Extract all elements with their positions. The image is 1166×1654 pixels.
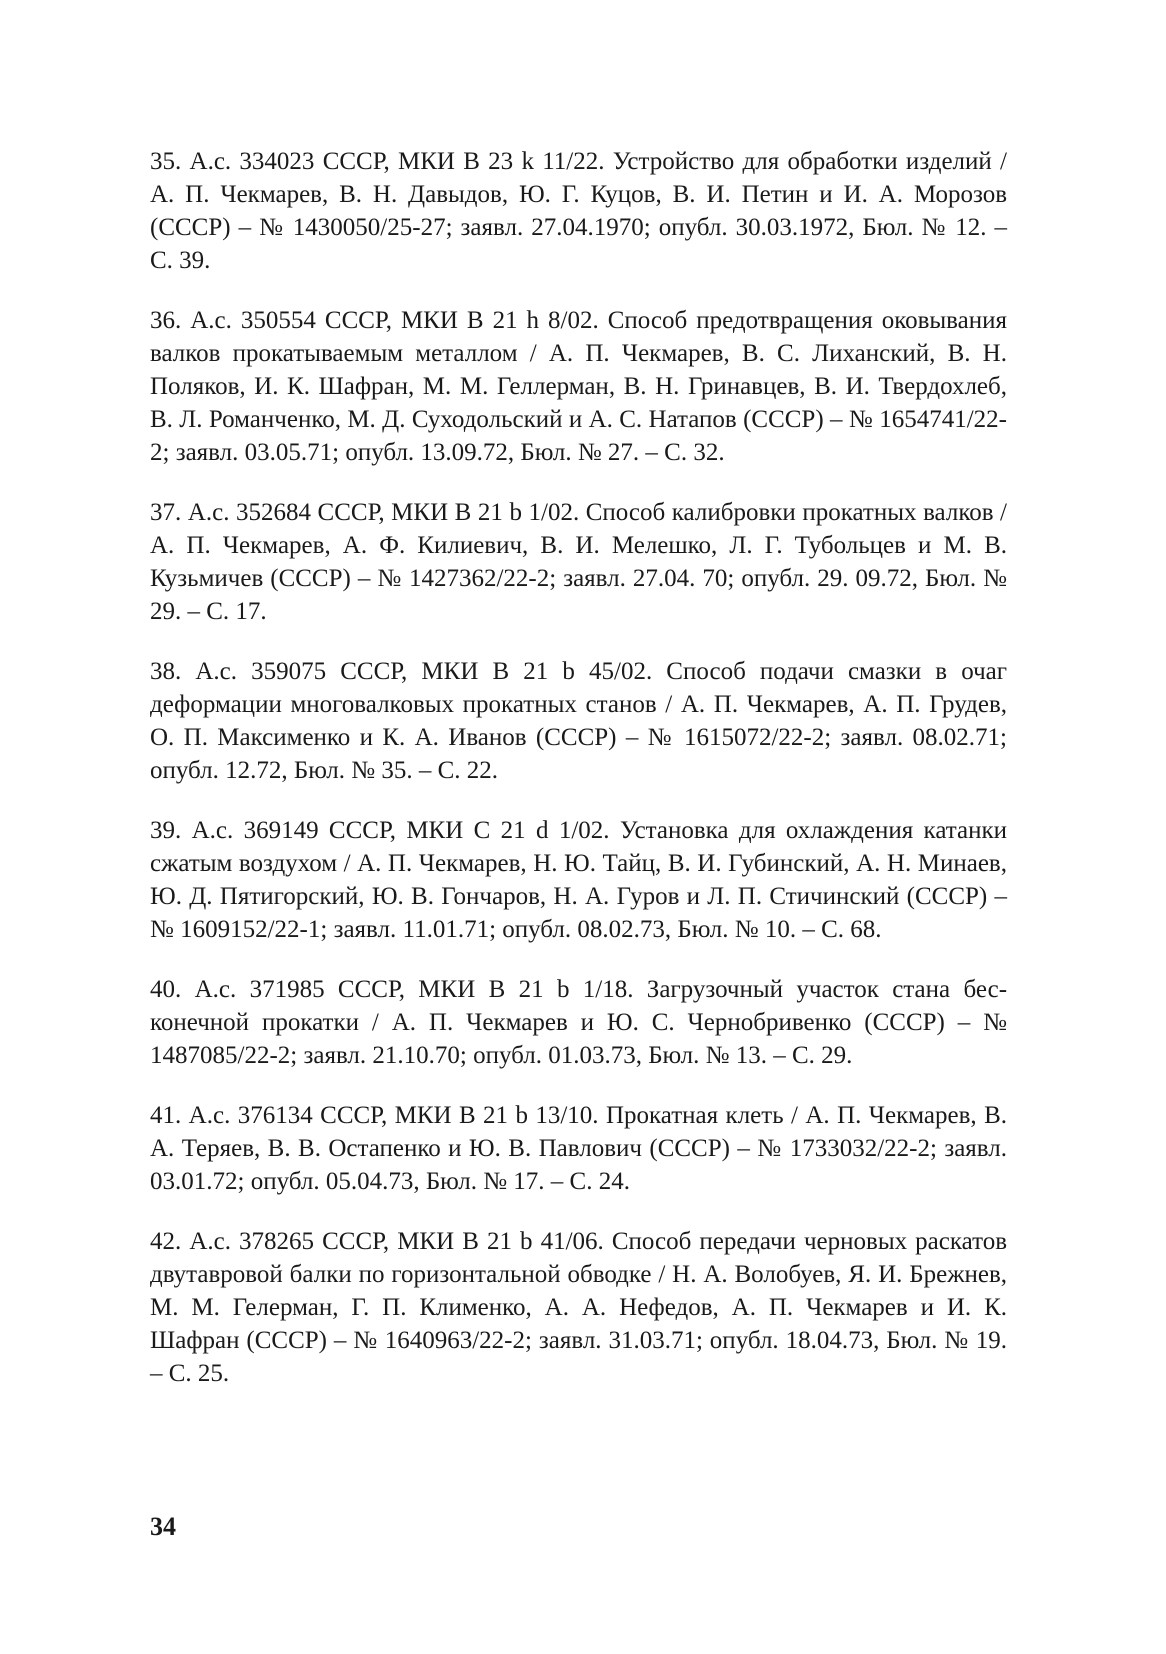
entry-number: 40.	[150, 976, 182, 1003]
entry-text: А.с. 350554 СССР, МКИ В 21 h 8/02. Способ предотвращения оковывания валков прокатываемым металлом / А. П. Чекмарев, В. С. Лиханский, В. Н. Поляков, И. К. Шафран, М. М. Геллерман, В. Н. Гринавцев, В. И. Твердохлеб, В. Л. Романченко, М. Д. Суходольский и А. С. Натапов (СССР) – № 1654741/22-2; заявл. 03.05.71; опубл. 13.09.72, Бюл. № 27. – С. 32.	[150, 307, 1008, 466]
entry-text: А.с. 378265 СССР, МКИ В 21 b 41/06. Способ передачи черновых раскатов двутавровой балки по горизонтальной обводке / Н. А. Волобуев, Я. И. Брежнев, М. М. Гелерман, Г. П. Клименко, А. А. Нефедов, А. П. Чекмарев и И. К. Шафран (СССР) – № 1640963/22-2; заявл. 31.03.71; опубл. 18.04.73, Бюл. № 19. – С. 25.	[150, 1228, 1007, 1387]
bibliography-entry-39	[150, 814, 1007, 946]
entry-number: 36.	[150, 307, 182, 334]
bibliography-entry-42	[150, 1225, 1007, 1390]
entry-text: А.с. 352684 СССР, МКИ В 21 b 1/02. Способ калибровки прокатных валков / А. П. Чекмарев, А. Ф. Килиевич, В. И. Мелешко, Л. Г. Тубольцев и М. В. Кузьмичев (СССР) – № 1427362/22-2; заявл. 27.04. 70; опубл. 29. 09.72, Бюл. № 29. – С. 17.	[150, 499, 1008, 625]
entry-text: А.с. 369149 СССР, МКИ С 21 d 1/02. Установка для охлаждения катанки сжатым воздухом / А. П. Чекмарев, Н. Ю. Тайц, В. И. Губинский, А. Н. Минаев, Ю. Д. Пятигорский, Ю. В. Гончаров, Н. А. Гуров и Л. П. Стичинский (СССР) – № 1609152/22-1; заявл. 11.01.71; опубл. 08.02.73, Бюл. № 10. – С. 68.	[150, 817, 1007, 943]
entry-number: 42.	[150, 1228, 182, 1255]
bibliography-entry-36	[150, 304, 1007, 469]
bibliography-entry-35	[150, 145, 1007, 277]
entry-text: А.с. 371985 СССР, МКИ В 21 b 1/18. Загрузочный участок стана бесконечной прокатки / А. П. Чекмарев и Ю. С. Чернобривенко (СССР) – № 1487085/22-2; заявл. 21.10.70; опубл. 01.03.73, Бюл. № 13. – С. 29.	[150, 976, 1008, 1069]
bibliography-entry-38	[150, 655, 1007, 787]
entry-text: А.с. 359075 СССР, МКИ В 21 b 45/02. Способ подачи смазки в очаг деформации многовалковых прокатных станов / А. П. Чекмарев, А. П. Грудев, О. П. Максименко и К. А. Иванов (СССР) – № 1615072/22-2; заявл. 08.02.71; опубл. 12.72, Бюл. № 35. – С. 22.	[150, 658, 1008, 784]
entry-text: А.с. 334023 СССР, МКИ В 23 k 11/22. Устройство для обработки изделий / А. П. Чекмарев, В. Н. Давыдов, Ю. Г. Куцов, В. И. Петин и И. А. Морозов (СССР) – № 1430050/25-27; заявл. 27.04.1970; опубл. 30.03.1972, Бюл. № 12. – С. 39.	[150, 148, 1007, 274]
entry-number: 37.	[150, 499, 182, 526]
bibliography-entry-41	[150, 1099, 1007, 1198]
entry-text: А.с. 376134 СССР, МКИ В 21 b 13/10. Прокатная клеть / А. П. Чекмарев, В. А. Теряев, В. В. Остапенко и Ю. В. Павлович (СССР) – № 1733032/22-2; заявл. 03.01.72; опубл. 05.04.73, Бюл. № 17. – С. 24.	[150, 1102, 1008, 1195]
entry-number: 35.	[150, 148, 182, 175]
bibliography-entry-37	[150, 496, 1007, 628]
entry-number: 39.	[150, 817, 182, 844]
page-number: 34	[150, 1512, 176, 1541]
bibliography-entry-40	[150, 973, 1007, 1072]
entry-number: 38.	[150, 658, 182, 685]
bibliography-list	[150, 145, 1007, 1417]
entry-number: 41.	[150, 1102, 182, 1129]
